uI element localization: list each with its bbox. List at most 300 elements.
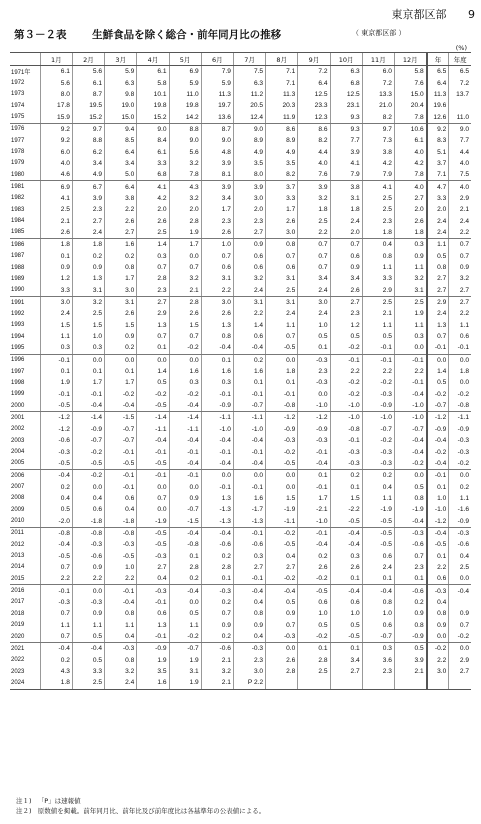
row-year: 1984 xyxy=(11,218,25,225)
table-cell: 0.8 xyxy=(394,493,426,504)
table-cell xyxy=(449,677,471,689)
table-cell: 2.3 xyxy=(298,366,330,377)
table-cell: -0.7 xyxy=(233,400,265,412)
table-cell: 4.4 xyxy=(298,146,330,157)
table-cell: -0.4 xyxy=(201,458,233,470)
table-row xyxy=(10,342,471,354)
table-cell: -0.1 xyxy=(105,481,137,492)
table-cell: 2.3 xyxy=(330,308,362,319)
table-cell: 0.4 xyxy=(266,550,298,561)
table-cell: 3.2 xyxy=(298,193,330,204)
table-cell: 4.2 xyxy=(362,158,394,169)
table-cell: -0.2 xyxy=(330,389,362,400)
table-row xyxy=(10,608,471,619)
table-cell: -0.6 xyxy=(233,539,265,550)
table-row xyxy=(10,251,471,262)
row-year: 2008 xyxy=(11,495,25,502)
table-cell xyxy=(362,677,394,689)
table-cell: 1.4 xyxy=(137,239,169,251)
row-year: 2002 xyxy=(11,426,25,433)
table-cell: 9.2 xyxy=(40,123,72,135)
table-cell: 0.0 xyxy=(449,377,471,388)
table-cell: 4.4 xyxy=(449,146,471,157)
table-cell: 3.1 xyxy=(105,296,137,308)
table-cell: -0.5 xyxy=(362,539,394,550)
row-year: 1999 xyxy=(11,391,25,398)
table-cell: 12.5 xyxy=(330,89,362,100)
table-cell: 3.3 xyxy=(362,273,394,284)
table-cell: 0.9 xyxy=(72,562,104,573)
table-cell: -1.8 xyxy=(105,515,137,527)
table-cell: 0.7 xyxy=(266,620,298,631)
table-cell: 1.1 xyxy=(394,262,426,273)
table-cell: 3.9 xyxy=(201,181,233,193)
table-cell: 7.2 xyxy=(298,66,330,78)
table-cell: 0.5 xyxy=(330,331,362,342)
table-cell: 0.3 xyxy=(233,550,265,561)
table-cell: 0.7 xyxy=(449,239,471,251)
table-cell: 15.9 xyxy=(40,111,72,123)
table-cell: 0.0 xyxy=(266,354,298,366)
table-cell: 2.3 xyxy=(362,666,394,677)
table-cell: 1.7 xyxy=(169,239,201,251)
table-cell: 0.7 xyxy=(449,620,471,631)
table-cell: 3.4 xyxy=(330,655,362,666)
table-row xyxy=(10,597,471,608)
table-cell: 2.4 xyxy=(266,308,298,319)
column-header: 8月 xyxy=(266,53,298,66)
table-cell: 0.9 xyxy=(233,239,265,251)
table-cell: 10.6 xyxy=(394,123,426,135)
table-cell: -0.4 xyxy=(40,539,72,550)
table-cell: 19.5 xyxy=(72,100,104,111)
table-cell: -0.1 xyxy=(233,527,265,539)
table-cell: 0.6 xyxy=(233,331,265,342)
table-cell: -0.2 xyxy=(362,435,394,446)
table-cell: 7.2 xyxy=(449,77,471,88)
table-cell: -1.2 xyxy=(40,424,72,435)
table-cell: 0.0 xyxy=(266,643,298,655)
table-cell: 4.0 xyxy=(394,181,426,193)
table-cell: 1.8 xyxy=(449,366,471,377)
table-cell: -0.1 xyxy=(298,527,330,539)
table-cell: -0.7 xyxy=(105,424,137,435)
table-cell: 6.9 xyxy=(169,66,201,78)
table-cell: 2.6 xyxy=(137,215,169,226)
row-year: 1985 xyxy=(10,227,40,239)
table-cell: 0.6 xyxy=(449,331,471,342)
table-cell: 1.3 xyxy=(427,320,449,331)
table-cell: 2.7 xyxy=(449,285,471,297)
table-cell: 1.0 xyxy=(298,320,330,331)
table-cell: 2.9 xyxy=(427,296,449,308)
table-cell: -0.4 xyxy=(201,435,233,446)
table-cell: 0.6 xyxy=(137,608,169,619)
table-cell: 0.8 xyxy=(362,597,394,608)
table-cell: 1.3 xyxy=(201,320,233,331)
table-cell: 0.4 xyxy=(105,631,137,643)
table-cell: 2.7 xyxy=(449,666,471,677)
table-cell: 1.9 xyxy=(169,655,201,666)
table-cell: 1.6 xyxy=(169,366,201,377)
table-cell: 2.7 xyxy=(449,296,471,308)
table-cell: 11.2 xyxy=(233,89,265,100)
table-cell: -0.4 xyxy=(266,585,298,597)
table-cell: 0.3 xyxy=(394,239,426,251)
table-cell: -1.0 xyxy=(233,424,265,435)
table-cell: -0.1 xyxy=(362,354,394,366)
table-cell: 20.3 xyxy=(266,100,298,111)
table-cell: 1.4 xyxy=(427,366,449,377)
table-cell: 7.6 xyxy=(394,77,426,88)
table-cell: 2.4 xyxy=(427,308,449,319)
table-cell: 0.1 xyxy=(394,573,426,585)
table-cell: -1.1 xyxy=(233,412,265,424)
table-cell: 0.8 xyxy=(233,608,265,619)
table-cell: -0.1 xyxy=(105,446,137,457)
table-row xyxy=(10,331,471,342)
table-cell: 3.4 xyxy=(72,158,104,169)
table-cell: 8.4 xyxy=(137,135,169,146)
table-cell: 2.9 xyxy=(449,193,471,204)
table-cell: 6.4 xyxy=(298,77,330,88)
table-cell: 8.6 xyxy=(266,123,298,135)
table-cell: 1.6 xyxy=(233,493,265,504)
table-cell: 2.0 xyxy=(394,204,426,215)
table-cell: 6.1 xyxy=(137,146,169,157)
table-cell: 1.4 xyxy=(233,320,265,331)
table-cell: 2.0 xyxy=(330,227,362,239)
table-cell: 9.7 xyxy=(72,123,104,135)
table-row xyxy=(10,66,471,78)
table-cell: -0.6 xyxy=(449,539,471,550)
table-cell: 3.1 xyxy=(72,285,104,297)
table-cell: 2.2 xyxy=(427,562,449,573)
table-cell: 3.4 xyxy=(201,193,233,204)
table-cell: 2.5 xyxy=(449,562,471,573)
table-cell: 0.6 xyxy=(72,504,104,515)
table-cell: 2.2 xyxy=(72,573,104,585)
table-cell: 0.8 xyxy=(266,239,298,251)
table-cell: 1.1 xyxy=(362,493,394,504)
table-cell: 4.2 xyxy=(137,193,169,204)
table-cell: 2.1 xyxy=(201,677,233,689)
table-row xyxy=(10,146,471,157)
row-year: 2010 xyxy=(10,515,40,527)
table-cell: 0.4 xyxy=(233,597,265,608)
table-cell: -0.2 xyxy=(449,458,471,470)
table-cell: 2.4 xyxy=(298,308,330,319)
table-cell: 2.6 xyxy=(201,227,233,239)
table-cell: 8.2 xyxy=(266,169,298,181)
table-cell: 2.5 xyxy=(72,677,104,689)
table-cell: 0.7 xyxy=(449,251,471,262)
table-cell: 0.7 xyxy=(137,493,169,504)
table-cell xyxy=(330,677,362,689)
table-cell: 0.1 xyxy=(298,342,330,354)
table-cell: 0.1 xyxy=(330,643,362,655)
row-year: 2004 xyxy=(11,449,25,456)
table-cell: -0.9 xyxy=(449,515,471,527)
row-year: 1993 xyxy=(11,322,25,329)
table-cell: 6.0 xyxy=(362,66,394,78)
table-cell: 7.6 xyxy=(298,169,330,181)
region-label: 東京都区部 xyxy=(391,8,447,21)
table-cell: 11.3 xyxy=(266,89,298,100)
table-cell: 2.6 xyxy=(266,215,298,226)
table-cell: 0.1 xyxy=(298,470,330,482)
table-cell: 0.6 xyxy=(330,251,362,262)
table-cell: 1.3 xyxy=(201,493,233,504)
table-cell: -0.1 xyxy=(72,389,104,400)
row-year: 2019 xyxy=(11,622,25,629)
table-row xyxy=(10,366,471,377)
table-cell: 23.1 xyxy=(330,100,362,111)
table-cell: 19.0 xyxy=(105,100,137,111)
table-cell: -0.4 xyxy=(201,527,233,539)
table-cell: 7.3 xyxy=(362,135,394,146)
table-cell: 1.8 xyxy=(40,677,72,689)
table-cell: -0.2 xyxy=(330,377,362,388)
table-cell: 1.0 xyxy=(298,608,330,619)
table-cell: -0.1 xyxy=(233,481,265,492)
table-cell: -0.5 xyxy=(362,527,394,539)
table-cell: 0.2 xyxy=(298,550,330,561)
table-number: 第３－２表 xyxy=(14,29,67,41)
table-cell: 3.9 xyxy=(394,655,426,666)
table-cell: 19.7 xyxy=(201,100,233,111)
table-cell: -0.3 xyxy=(233,643,265,655)
table-cell: 19.8 xyxy=(169,100,201,111)
table-cell: 2.0 xyxy=(427,204,449,215)
table-row xyxy=(10,181,471,193)
table-cell: 7.7 xyxy=(449,135,471,146)
table-cell: 0.6 xyxy=(362,550,394,561)
table-cell: 3.5 xyxy=(137,666,169,677)
table-cell: 3.2 xyxy=(201,666,233,677)
table-cell: -0.5 xyxy=(266,458,298,470)
table-cell: -0.4 xyxy=(233,585,265,597)
table-cell: -0.2 xyxy=(137,389,169,400)
table-cell: -1.6 xyxy=(449,504,471,515)
table-cell: -1.0 xyxy=(394,412,426,424)
table-cell: 6.5 xyxy=(449,66,471,78)
table-cell: 2.5 xyxy=(362,296,394,308)
table-cell: -0.8 xyxy=(169,539,201,550)
table-cell: -1.1 xyxy=(137,424,169,435)
table-cell: -0.5 xyxy=(72,458,104,470)
table-cell: 14.2 xyxy=(169,111,201,123)
row-year: 2012 xyxy=(11,541,25,548)
table-cell: 2.3 xyxy=(233,655,265,666)
table-cell: 2.9 xyxy=(449,655,471,666)
table-cell: 0.0 xyxy=(72,354,104,366)
table-cell xyxy=(394,677,426,689)
table-cell: -2.1 xyxy=(298,504,330,515)
table-cell: 1.0 xyxy=(72,331,104,342)
table-row xyxy=(10,562,471,573)
table-cell: 0.0 xyxy=(72,481,104,492)
table-cell: 8.8 xyxy=(169,123,201,135)
table-cell: 3.2 xyxy=(105,666,137,677)
table-cell: 3.2 xyxy=(394,273,426,284)
table-cell: -0.7 xyxy=(169,643,201,655)
table-cell: 3.9 xyxy=(330,146,362,157)
table-cell: -0.3 xyxy=(105,539,137,550)
table-cell: 2.6 xyxy=(330,285,362,297)
table-cell: 6.3 xyxy=(105,77,137,88)
table-cell: -0.4 xyxy=(201,342,233,354)
table-cell: -0.3 xyxy=(362,446,394,457)
table-cell: 8.6 xyxy=(298,123,330,135)
table-cell: -1.2 xyxy=(266,412,298,424)
table-cell: -0.2 xyxy=(266,446,298,457)
table-cell: 0.3 xyxy=(169,377,201,388)
table-cell: 2.3 xyxy=(201,215,233,226)
table-cell: -0.9 xyxy=(201,400,233,412)
table-cell: 0.8 xyxy=(427,262,449,273)
table-cell: 0.0 xyxy=(449,573,471,585)
table-cell: -1.0 xyxy=(201,424,233,435)
row-year: 1980 xyxy=(10,169,40,181)
table-row xyxy=(10,204,471,215)
table-cell: -0.1 xyxy=(394,377,426,388)
table-cell: -0.4 xyxy=(394,515,426,527)
table-cell: -0.3 xyxy=(298,435,330,446)
table-cell: -0.5 xyxy=(105,458,137,470)
table-cell: 1.4 xyxy=(137,366,169,377)
row-year: 2011 xyxy=(11,530,24,537)
table-cell: 3.1 xyxy=(169,666,201,677)
table-cell: -0.9 xyxy=(72,424,104,435)
table-cell: 0.6 xyxy=(201,262,233,273)
table-cell: 1.6 xyxy=(105,239,137,251)
row-year: 1989 xyxy=(11,275,25,282)
table-cell: -0.2 xyxy=(169,631,201,643)
table-cell: 0.7 xyxy=(266,331,298,342)
table-cell: 13.6 xyxy=(201,111,233,123)
table-cell: -0.3 xyxy=(266,631,298,643)
table-cell: 0.0 xyxy=(137,504,169,515)
table-cell: 0.1 xyxy=(201,354,233,366)
row-year: 1976 xyxy=(11,126,25,133)
table-cell: 3.5 xyxy=(233,158,265,169)
table-cell: 2.2 xyxy=(105,204,137,215)
table-cell: -0.4 xyxy=(105,400,137,412)
table-cell: 0.2 xyxy=(330,470,362,482)
row-year: 2020 xyxy=(10,631,40,643)
table-cell: 2.4 xyxy=(330,215,362,226)
table-row xyxy=(10,377,471,388)
table-cell: 6.3 xyxy=(330,66,362,78)
table-cell: 0.1 xyxy=(137,342,169,354)
table-cell: 2.7 xyxy=(137,296,169,308)
table-cell: -0.9 xyxy=(266,424,298,435)
table-cell: 2.4 xyxy=(233,285,265,297)
table-cell: -0.4 xyxy=(298,539,330,550)
table-cell: 2.2 xyxy=(362,366,394,377)
table-cell: 0.0 xyxy=(169,354,201,366)
table-cell: 0.7 xyxy=(169,331,201,342)
row-year: 1998 xyxy=(11,379,25,386)
table-row xyxy=(10,123,471,135)
table-cell: -0.3 xyxy=(72,597,104,608)
table-cell: -0.1 xyxy=(427,342,449,354)
table-cell: 7.8 xyxy=(394,169,426,181)
table-cell: 2.0 xyxy=(169,204,201,215)
table-row xyxy=(10,100,471,111)
table-cell: -0.4 xyxy=(330,585,362,597)
table-cell: 2.7 xyxy=(266,562,298,573)
table-cell: 6.8 xyxy=(137,169,169,181)
table-cell: 3.0 xyxy=(233,193,265,204)
table-cell: 5.9 xyxy=(201,77,233,88)
table-cell: 2.3 xyxy=(362,215,394,226)
table-cell: 0.7 xyxy=(40,562,72,573)
table-cell: 1.9 xyxy=(40,377,72,388)
table-cell: 5.9 xyxy=(169,77,201,88)
table-cell: -0.5 xyxy=(40,400,72,412)
table-cell: 0.0 xyxy=(427,354,449,366)
table-cell: 2.3 xyxy=(394,562,426,573)
table-cell: 0.0 xyxy=(427,631,449,643)
table-row xyxy=(10,470,471,482)
table-cell: 0.4 xyxy=(40,493,72,504)
table-cell: 0.1 xyxy=(201,573,233,585)
table-cell: 7.7 xyxy=(330,135,362,146)
table-cell: 0.5 xyxy=(72,631,104,643)
row-year: 1974 xyxy=(11,102,25,109)
column-header: 11月 xyxy=(362,53,394,66)
table-cell: -1.9 xyxy=(266,504,298,515)
table-row xyxy=(10,215,471,226)
table-cell: 4.2 xyxy=(394,158,426,169)
table-cell: 0.4 xyxy=(449,550,471,561)
table-cell: 5.6 xyxy=(72,66,104,78)
table-row xyxy=(10,308,471,319)
table-cell: 1.7 xyxy=(201,204,233,215)
table-cell: 4.6 xyxy=(40,169,72,181)
table-cell: 13.3 xyxy=(362,89,394,100)
table-cell: 2.5 xyxy=(362,193,394,204)
table-cell: 6.9 xyxy=(40,181,72,193)
table-cell: -0.6 xyxy=(72,550,104,561)
table-cell: -0.8 xyxy=(40,527,72,539)
table-cell: 1.1 xyxy=(449,493,471,504)
table-cell: -1.1 xyxy=(169,424,201,435)
table-cell: 4.3 xyxy=(169,181,201,193)
table-cell: -0.1 xyxy=(427,470,449,482)
table-cell: -0.5 xyxy=(105,550,137,561)
table-cell: 1.1 xyxy=(362,320,394,331)
table-cell: 0.0 xyxy=(298,389,330,400)
table-cell: 3.0 xyxy=(40,296,72,308)
table-cell: 0.8 xyxy=(362,251,394,262)
table-cell: 3.2 xyxy=(72,296,104,308)
table-cell: 2.8 xyxy=(201,562,233,573)
table-cell: 0.7 xyxy=(137,331,169,342)
table-cell: 3.9 xyxy=(233,181,265,193)
column-header: 12月 xyxy=(394,53,426,66)
row-year: 1982 xyxy=(11,195,25,202)
table-cell: 5.0 xyxy=(105,169,137,181)
table-cell: -0.4 xyxy=(330,539,362,550)
table-cell: 2.8 xyxy=(266,666,298,677)
table-cell: 9.0 xyxy=(449,123,471,135)
table-cell: 3.8 xyxy=(105,193,137,204)
table-cell: 1.6 xyxy=(137,677,169,689)
table-cell: 2.8 xyxy=(169,562,201,573)
